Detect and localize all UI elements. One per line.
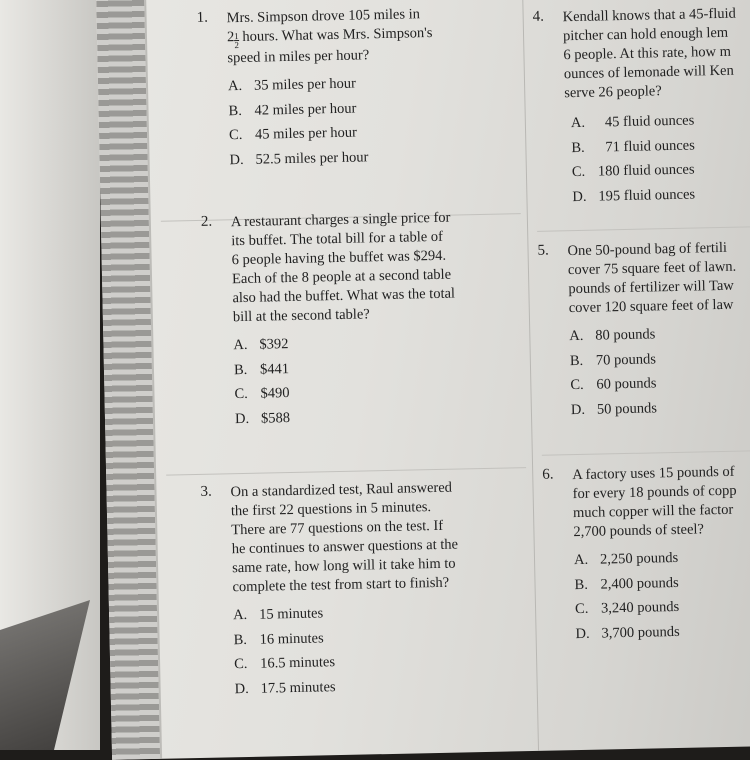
choice-text: 15 minutes <box>258 605 324 623</box>
choice-letter: B. <box>571 139 585 156</box>
choice-d[interactable] <box>572 181 740 209</box>
question-text: Mrs. Simpson drove 105 miles in <box>226 6 421 27</box>
choice-text: 52.5 miles per hour <box>255 148 369 168</box>
choice-letter: B. <box>569 352 584 369</box>
question-number: 3. <box>200 483 212 500</box>
choice-letter: A. <box>233 336 248 354</box>
choice-letter: B. <box>574 576 589 593</box>
question-text: 2,700 pounds of steel? <box>573 521 705 541</box>
choice-a[interactable] <box>571 108 739 136</box>
question-text: A factory uses 15 pounds of <box>572 463 735 484</box>
choice-d[interactable] <box>235 402 458 431</box>
choice-text: 80 pounds <box>595 326 656 344</box>
question-text: much copper will the factor <box>572 501 734 522</box>
choice-a[interactable] <box>569 321 738 349</box>
choice-letter: B. <box>233 631 248 648</box>
choice-d[interactable] <box>234 672 461 701</box>
question-text: bill at the second table? <box>232 306 370 326</box>
choice-letter: D. <box>229 151 244 168</box>
choice-letter: C. <box>574 600 589 618</box>
choice-c[interactable] <box>572 157 740 185</box>
choice-letter: B. <box>233 361 248 378</box>
choice-letter: D. <box>234 680 249 697</box>
choice-d[interactable] <box>571 394 740 422</box>
choice-c[interactable] <box>570 370 739 398</box>
mixed-number-whole: 2 <box>226 29 235 46</box>
choice-text: $392 <box>259 336 289 353</box>
choice-letter: D. <box>575 625 590 642</box>
choice-text: 3,700 pounds <box>601 623 680 642</box>
choice-text: 17.5 minutes <box>260 678 336 697</box>
section-separator <box>542 449 750 455</box>
binding-strip <box>96 0 162 760</box>
choice-letter: B. <box>228 102 243 119</box>
choice-text: $490 <box>260 385 290 402</box>
choice-text: 195 fluid ounces <box>598 186 696 205</box>
choice-letter: D. <box>572 188 587 205</box>
question-text: complete the test from start to finish? <box>232 574 450 596</box>
choice-letter: A. <box>570 114 586 132</box>
fraction-numerator: 1 <box>234 31 239 42</box>
choice-b[interactable] <box>570 345 739 373</box>
question-text: Each of the 8 people at a second table <box>231 266 452 288</box>
question-text: also had the buffet. What was the total <box>232 285 456 307</box>
choice-c[interactable] <box>575 594 739 622</box>
section-separator <box>166 467 526 476</box>
choice-letter: A. <box>227 77 243 95</box>
question-text: One 50-pound bag of fertili <box>567 239 728 260</box>
question-text: There are 77 questions on the test. If <box>231 517 444 539</box>
choice-letter: C. <box>228 126 243 144</box>
choice-letter: C. <box>570 376 584 394</box>
choice-letter: C. <box>233 655 248 673</box>
choice-d[interactable] <box>575 618 739 646</box>
question-number: 6. <box>542 466 554 483</box>
worksheet-page <box>96 0 750 760</box>
choice-text: 3,240 pounds <box>600 598 680 617</box>
fraction-denominator: 2 <box>234 40 240 51</box>
question-text: Kendall knows that a 45-fluid <box>562 5 736 26</box>
question-text: same rate, how long will it take him to <box>231 555 456 577</box>
choice-text: $441 <box>259 360 290 378</box>
choice-b[interactable] <box>574 569 738 597</box>
question-text: cover 120 square feet of law <box>568 296 734 317</box>
question-text: pitcher can hold enough lem <box>562 24 729 45</box>
question-2 <box>200 209 456 432</box>
choice-letter: A. <box>569 327 584 345</box>
question-number: 1. <box>196 9 209 26</box>
question-text: he continues to answer questions at the <box>231 536 459 558</box>
choice-letter: D. <box>234 410 250 427</box>
question-text: its buffet. The total bill for a table of <box>231 228 444 250</box>
section-separator <box>537 225 750 231</box>
choice-text: 60 pounds <box>596 375 657 393</box>
question-6 <box>542 463 737 646</box>
question-5 <box>537 239 737 422</box>
question-text: speed in miles per hour? <box>227 47 370 67</box>
choice-b[interactable] <box>571 132 739 160</box>
question-text: cover 75 square feet of lawn. <box>567 258 737 279</box>
question-text: A restaurant charges a single price for <box>230 209 451 231</box>
choice-text: 50 pounds <box>596 399 658 418</box>
choice-letter: C. <box>234 385 248 403</box>
choice-text: 16.5 minutes <box>259 654 336 672</box>
choice-text: 45 fluid ounces <box>604 112 695 131</box>
question-text: the first 22 questions in 5 minutes. <box>230 499 432 520</box>
question-number: 4. <box>532 8 545 25</box>
question-3 <box>200 479 459 702</box>
choice-text: 180 fluid ounces <box>597 161 695 180</box>
choice-text: 16 minutes <box>259 629 324 648</box>
choice-text: 45 miles per hour <box>254 124 358 143</box>
choice-letter: A. <box>232 606 248 624</box>
choice-text: 71 fluid ounces <box>605 136 695 155</box>
question-number: 5. <box>537 242 549 259</box>
question-text: pounds of fertilizer will Taw <box>568 277 734 298</box>
question-text: ounces of lemonade will Ken <box>563 62 734 83</box>
question-text: serve 26 people? <box>564 83 662 102</box>
question-text: 6 people having the buffet was $294. <box>231 247 447 269</box>
question-text: On a standardized test, Raul answered <box>230 479 453 501</box>
question-text-rest: hours. What was Mrs. Simpson's <box>242 24 433 45</box>
choice-text: 70 pounds <box>595 350 657 369</box>
fraction <box>234 32 239 49</box>
question-text <box>227 24 433 49</box>
choice-letter: D. <box>570 401 586 418</box>
choice-a[interactable] <box>574 545 738 573</box>
question-text: for every 18 pounds of copp <box>572 482 737 503</box>
question-4 <box>532 5 736 210</box>
choice-text: 42 miles per hour <box>254 100 357 119</box>
choice-text: 35 miles per hour <box>253 75 357 94</box>
question-number: 2. <box>200 213 213 230</box>
question-text: 6 people. At this rate, how m <box>563 43 732 64</box>
choice-d[interactable] <box>229 143 435 172</box>
choice-text: 2,400 pounds <box>600 574 679 593</box>
choice-letter: C. <box>571 163 586 181</box>
choice-letter: A. <box>573 551 589 569</box>
choice-text: $588 <box>260 409 291 427</box>
question-1 <box>196 6 433 173</box>
choice-text: 2,250 pounds <box>599 549 679 568</box>
